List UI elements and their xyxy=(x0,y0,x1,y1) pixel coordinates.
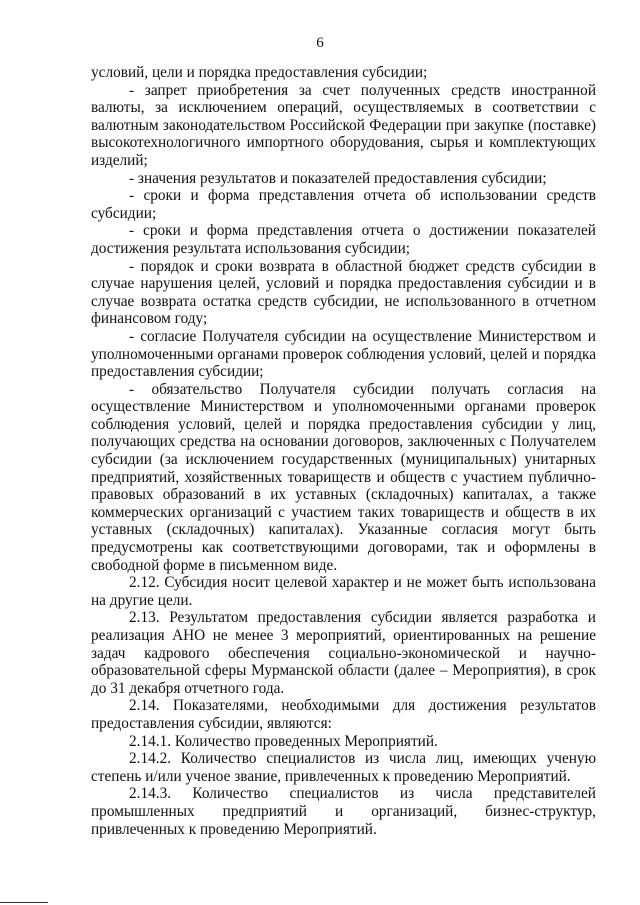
paragraph: 2.14.2. Количество специалистов из числа лиц, имеющих ученую степень и/или ученое звание, привлеченных к проведению Мероприятий. xyxy=(91,750,596,785)
paragraph: - обязательство Получателя субсидии получать согласия на осуществление Министерством и уполномоченными органами проверок соблюдения условий, целей и порядка предоставления субсидии у лиц, получающих средства на основании договоров, заключенных с Получателем субсидии (за исключением государственных (муниципальных) унитарных предприятий, хозяйственных товариществ и обществ с участием публично-правовых образований в их уставных (складочных) капиталах, а также коммерческих организаций с участием таких товариществ и обществ в их уставных (складочных) капиталах). Указанные согласия могут быть предусмотрены как соответствующими договорами, так и оформлены в свободной форме в письменном виде. xyxy=(91,380,596,574)
page-number: 6 xyxy=(316,35,324,51)
paragraph: - сроки и форма представления отчета об использовании средств субсидии; xyxy=(91,187,596,222)
paragraph: 2.14. Показателями, необходимыми для достижения результатов предоставления субсидии, являются: xyxy=(91,697,596,732)
document-body xyxy=(91,64,596,838)
paragraph: 2.13. Результатом предоставления субсидии является разработка и реализация АНО не менее 3 мероприятий, ориентированных на решение задач кадрового обеспечения социально-экономической и научно-образовательной сферы Мурманской области (далее – Мероприятия), в срок до 31 декабря отчетного года. xyxy=(91,609,596,697)
paragraph: - запрет приобретения за счет полученных средств иностранной валюты, за исключением операций, осуществляемых в соответствии с валютным законодательством Российской Федерации при закупке (поставке) высокотехнологичного импортного оборудования, сырья и комплектующих изделий; xyxy=(91,81,596,169)
paragraph: 2.14.3. Количество специалистов из числа представителей промышленных предприятий и организаций, бизнес-структур, привлеченных к проведению Мероприятий. xyxy=(91,785,596,838)
paragraph: - сроки и форма представления отчета о достижении показателей достижения результата использования субсидии; xyxy=(91,222,596,257)
footer-divider xyxy=(0,902,48,903)
paragraph: - порядок и сроки возврата в областной бюджет средств субсидии в случае нарушения целей, условий и порядка предоставления субсидии и в случае возврата остатка средств субсидии, не использованного в отчетном финансовом году; xyxy=(91,257,596,328)
paragraph: условий, цели и порядка предоставления субсидии; xyxy=(91,64,428,81)
paragraph: - согласие Получателя субсидии на осуществление Министерством и уполномоченными органами проверок соблюдения условий, целей и порядка предоставления субсидии; xyxy=(91,327,596,381)
paragraph: 2.12. Субсидия носит целевой характер и не может быть использована на другие цели. xyxy=(91,574,596,609)
paragraph: 2.14.1. Количество проведенных Мероприятий. xyxy=(129,732,438,750)
paragraph: - значения результатов и показателей предоставления субсидии; xyxy=(129,169,547,187)
